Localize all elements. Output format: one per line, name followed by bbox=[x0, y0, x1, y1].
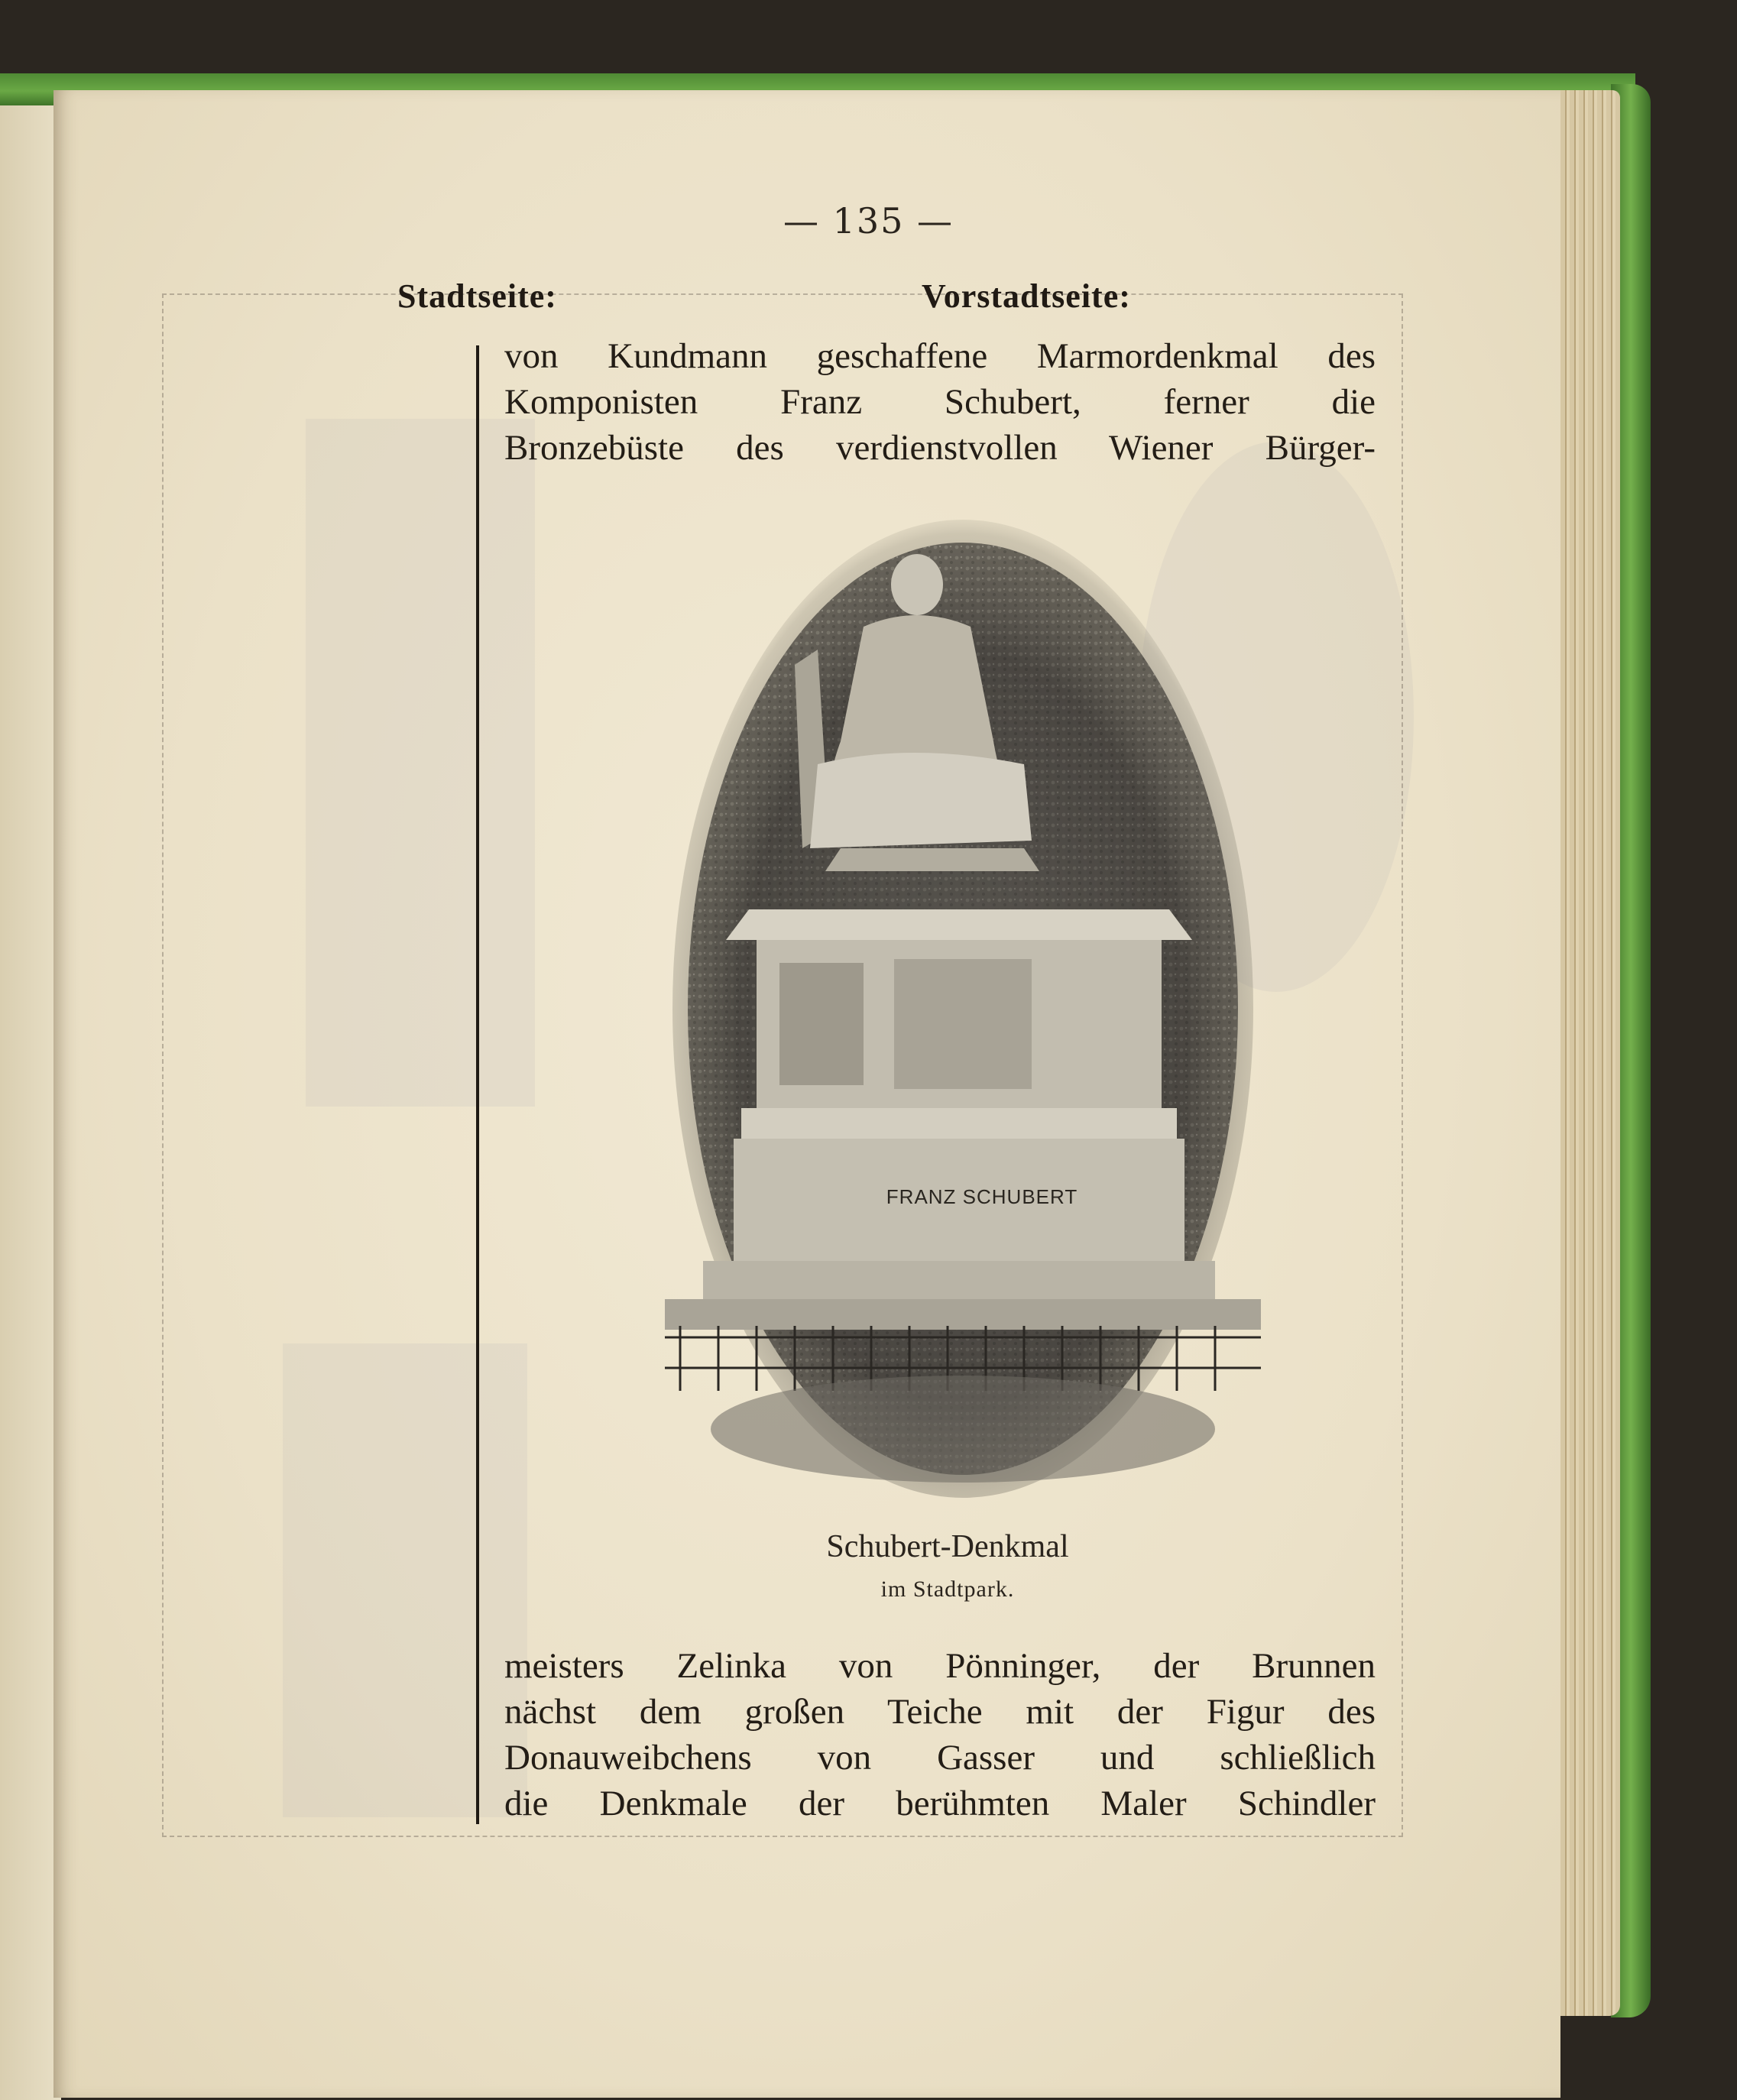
schubert-monument-illustration bbox=[665, 512, 1261, 1498]
text-line: meisters Zelinka von Pönninger, der Brunnen bbox=[504, 1646, 1376, 1686]
paragraph-top bbox=[504, 333, 1376, 471]
text-line: von Kundmann geschaffene Marmordenkmal des bbox=[504, 336, 1376, 376]
left-page-edge bbox=[0, 98, 61, 2100]
text-line: nächst dem großen Teiche mit der Figur des bbox=[504, 1692, 1376, 1732]
header-vorstadtseite: Vorstadtseite: bbox=[922, 277, 1131, 315]
header-stadtseite: Stadtseite: bbox=[397, 277, 557, 315]
page-edges bbox=[1551, 90, 1620, 2016]
text-line: Donauweibchens von Gasser und schließlich bbox=[504, 1738, 1376, 1778]
pedestal-inscription: FRANZ SCHUBERT bbox=[886, 1185, 1078, 1208]
text-line: Komponisten Franz Schubert, ferner die bbox=[504, 382, 1376, 422]
text-line: Bronzebüste des verdienstvollen Wiener Bürger- bbox=[504, 428, 1376, 468]
figure-caption-title: Schubert-Denkmal bbox=[826, 1529, 1069, 1564]
text-line: die Denkmale der berühmten Maler Schindler bbox=[504, 1784, 1376, 1823]
figure-caption-subtitle: im Stadtpark. bbox=[880, 1577, 1015, 1602]
page-number: — 135 — bbox=[783, 200, 954, 241]
paragraph-bottom bbox=[504, 1643, 1376, 1826]
